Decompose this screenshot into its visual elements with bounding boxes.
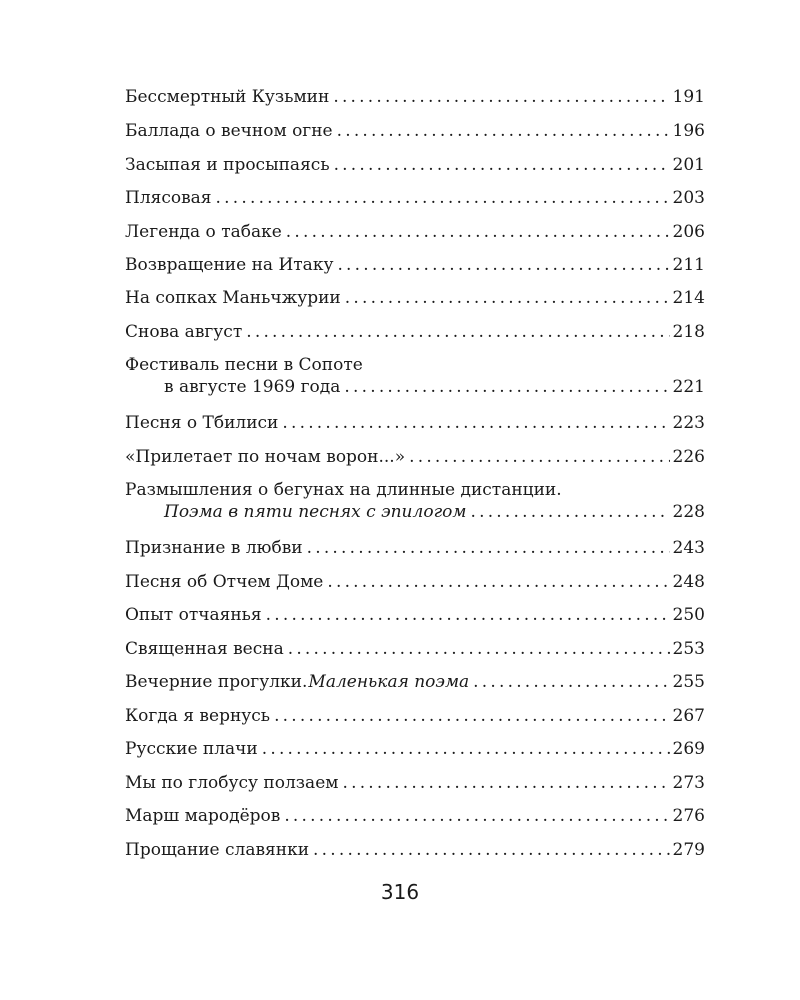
dot-leader (286, 221, 670, 243)
page-number-footer: 316 (380, 880, 420, 904)
dot-leader (344, 376, 669, 398)
toc-page-number: 255 (672, 672, 705, 692)
toc-entry-line (125, 805, 705, 827)
toc-entry-title: Бессмертный Кузьмин (125, 87, 330, 107)
toc-entry-title: Засыпая и просыпаясь (125, 155, 330, 175)
toc-entry[interactable] (125, 187, 705, 221)
toc-entry[interactable] (125, 446, 705, 479)
dot-leader (274, 705, 669, 727)
toc-page-number: 228 (672, 502, 705, 522)
toc-entry-line (125, 604, 705, 626)
toc-entry-line (125, 321, 705, 343)
toc-entry-title: Возвращение на Итаку (125, 255, 334, 275)
toc-entry-title: Фестиваль песни в Сопоте (125, 355, 363, 375)
dot-leader (333, 86, 669, 108)
toc-entry-title: Песня об Отчем Доме (125, 572, 324, 592)
toc-entry-title: Плясовая (125, 188, 212, 208)
toc-entry-title: «Прилетает по ночам ворон...» (125, 447, 406, 467)
toc-entry-line (125, 839, 705, 861)
toc-entry-line (125, 254, 705, 276)
toc-entry[interactable] (125, 221, 705, 254)
toc-entry-line (125, 412, 705, 434)
toc-page-number: 243 (672, 538, 705, 558)
toc-page-number: 250 (672, 605, 705, 625)
toc-entry[interactable] (125, 604, 705, 638)
toc-entry-line (125, 537, 705, 559)
toc-page-number: 267 (672, 706, 705, 726)
toc-entry[interactable] (125, 638, 705, 671)
toc-entry-line (125, 376, 705, 398)
toc-entry-title: Снова август (125, 322, 243, 342)
dot-leader (216, 187, 670, 209)
toc-page-number: 253 (672, 639, 705, 659)
toc-page-number: 248 (672, 572, 705, 592)
toc-entry-line (125, 671, 705, 693)
toc-entry[interactable] (125, 86, 705, 120)
toc-entry-title: Мы по глобусу ползаем (125, 773, 339, 793)
toc-entry[interactable] (125, 321, 705, 354)
toc-page-number: 206 (672, 222, 705, 242)
toc-entry[interactable] (125, 354, 705, 412)
toc-page-number: 279 (672, 840, 705, 860)
toc-entry[interactable] (125, 738, 705, 772)
dot-leader (307, 537, 670, 559)
toc-entry-continuation: Поэма в пяти песнях с эпилогом (164, 502, 467, 522)
toc-entry-title: Вечерние прогулки. (125, 672, 308, 692)
toc-entry-line (125, 86, 705, 108)
toc-entry-title: Признание в любви (125, 538, 303, 558)
toc-entry[interactable] (125, 671, 705, 705)
toc-entry-line (125, 738, 705, 760)
dot-leader (284, 805, 669, 827)
toc-entry-title: Марш мародёров (125, 806, 281, 826)
table-of-contents (125, 86, 705, 872)
toc-entry-line (125, 571, 705, 593)
dot-leader (334, 154, 670, 176)
toc-entry[interactable] (125, 571, 705, 604)
dot-leader (345, 287, 670, 309)
toc-page-number: 214 (672, 288, 705, 308)
toc-page-number: 196 (672, 121, 705, 141)
toc-entry[interactable] (125, 537, 705, 571)
toc-entry-title: Когда я вернусь (125, 706, 271, 726)
dot-leader (473, 671, 669, 693)
toc-entry[interactable] (125, 772, 705, 805)
toc-entry[interactable] (125, 412, 705, 446)
toc-page-number: 218 (672, 322, 705, 342)
toc-page-number: 273 (672, 773, 705, 793)
toc-page-number: 211 (672, 255, 705, 275)
dot-leader (246, 321, 669, 343)
toc-entry-line (125, 154, 705, 176)
toc-entry-continuation: в августе 1969 года (164, 377, 341, 397)
toc-entry-line (125, 638, 705, 660)
toc-entry-title: На сопках Маньчжурии (125, 288, 341, 308)
toc-entry-line (125, 501, 705, 523)
toc-entry-line (125, 705, 705, 727)
toc-page-number: 201 (672, 155, 705, 175)
toc-entry-title: Песня о Тбилиси (125, 413, 279, 433)
dot-leader (282, 412, 669, 434)
toc-entry[interactable] (125, 705, 705, 738)
toc-entry-line (125, 446, 705, 468)
dot-leader (327, 571, 669, 593)
dot-leader (342, 772, 669, 794)
toc-entry-title: Опыт отчаянья (125, 605, 262, 625)
toc-entry-line (125, 772, 705, 794)
toc-entry[interactable] (125, 154, 705, 187)
dot-leader (288, 638, 670, 660)
toc-entry-line (125, 187, 705, 209)
toc-entry[interactable] (125, 479, 705, 537)
toc-entry[interactable] (125, 120, 705, 154)
toc-entry-title: Прощание славянки (125, 840, 310, 860)
toc-entry-title: Размышления о бегунах на длинные дистанции. (125, 480, 562, 500)
toc-page-number: 203 (672, 188, 705, 208)
dot-leader (409, 446, 669, 468)
toc-page-number: 226 (672, 447, 705, 467)
dot-leader (262, 738, 670, 760)
toc-entry-line (125, 120, 705, 142)
toc-page-number: 191 (672, 87, 705, 107)
toc-entry-title: Легенда о табаке (125, 222, 282, 242)
toc-entry-line (125, 221, 705, 243)
dot-leader (337, 120, 670, 142)
dot-leader (313, 839, 670, 861)
dot-leader (337, 254, 669, 276)
toc-entry-line (125, 287, 705, 309)
toc-entry[interactable] (125, 805, 705, 839)
toc-entry[interactable] (125, 839, 705, 872)
toc-page-number: 221 (672, 377, 705, 397)
toc-entry[interactable] (125, 287, 705, 321)
toc-entry[interactable] (125, 254, 705, 287)
dot-leader (266, 604, 670, 626)
toc-page-number: 223 (672, 413, 705, 433)
toc-page-number: 269 (672, 739, 705, 759)
toc-entry-title: Баллада о вечном огне (125, 121, 333, 141)
toc-entry-title: Священная весна (125, 639, 284, 659)
toc-entry-subtitle: Маленькая поэма (308, 672, 470, 692)
toc-entry-title: Русские плачи (125, 739, 258, 759)
dot-leader (471, 501, 670, 523)
toc-page-number: 276 (672, 806, 705, 826)
